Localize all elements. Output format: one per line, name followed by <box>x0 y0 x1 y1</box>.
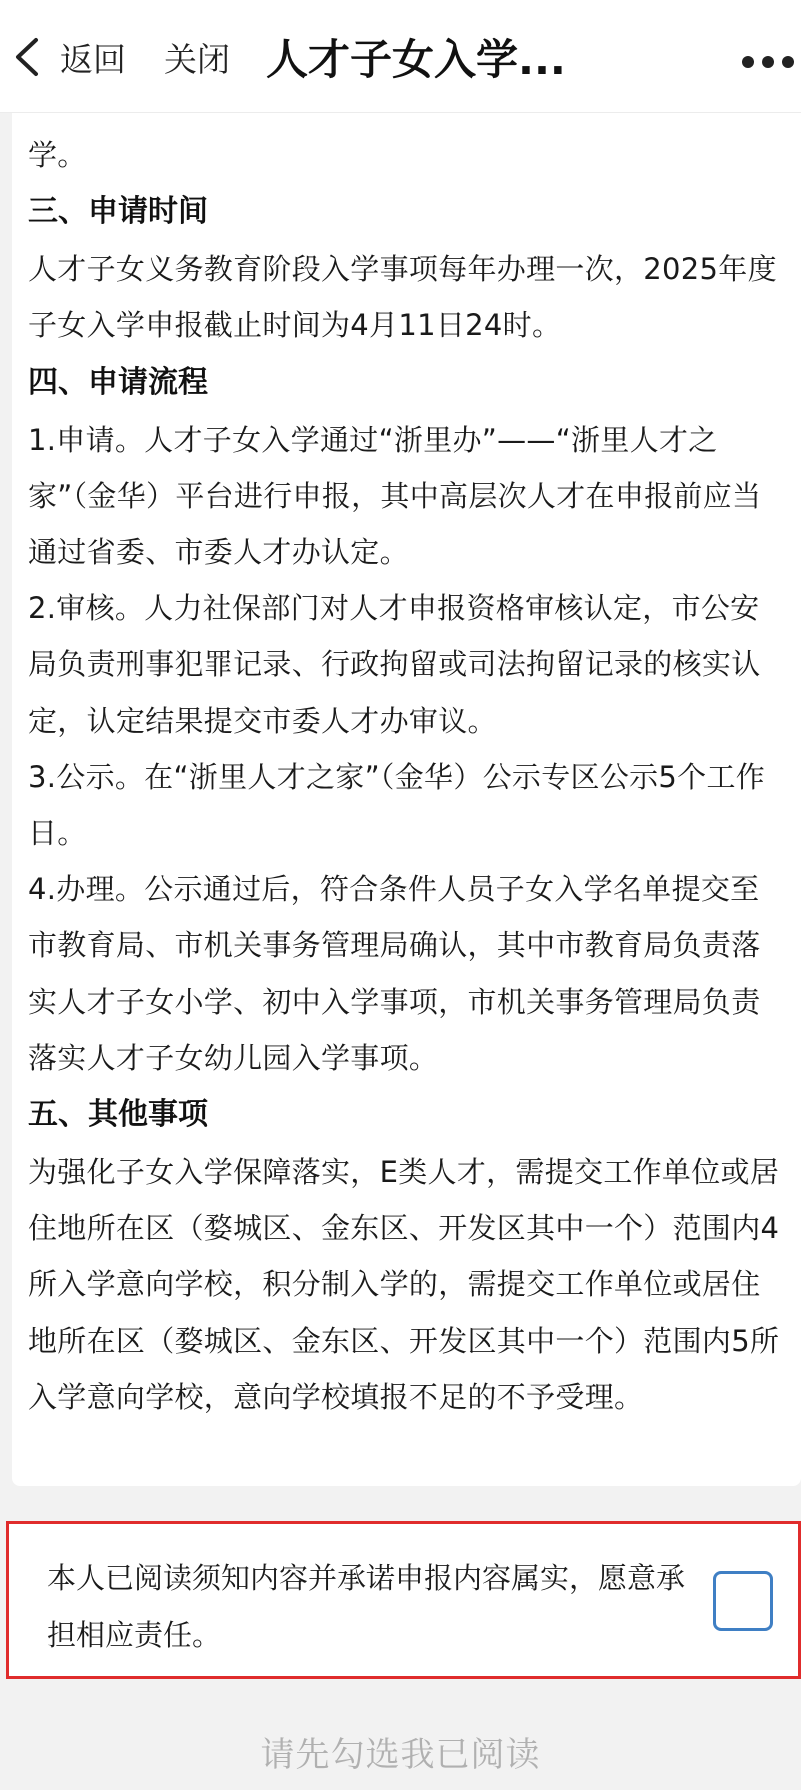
process-step-publicity: 3.公示。在“浙里人才之家”（金华）公示专区公示5个工作日。 <box>28 759 766 851</box>
process-step-handle: 4.办理。公示通过后，符合条件人员子女入学名单提交至市教育局、市机关事务管理局确认，其中市教育局负责落实人才子女小学、初中入学事项，市机关事务管理局负责落实人才子女幼儿园入学事项。 <box>28 872 761 1075</box>
section-body-application-time: 人才子女义务教育阶段入学事项每年办理一次，2025年度子女入学申报截止时间为4月11日24时。 <box>28 252 777 343</box>
agreement-panel <box>6 1521 801 1679</box>
leading-text: 学。 <box>28 138 87 172</box>
page-title: 人才子女入学... <box>266 35 566 84</box>
back-button[interactable]: 返回 <box>60 40 126 79</box>
section-title-application-time: 三、申请时间 <box>28 194 208 230</box>
process-step-apply: 1.申请。人才子女入学通过“浙里办”——“浙里人才之家”（金华）平台进行申报，其中高层次人才在申报前应当通过省委、市委人才办认定。 <box>28 422 762 570</box>
submit-area <box>0 1720 801 1779</box>
chevron-left-icon[interactable] <box>12 36 42 78</box>
close-button[interactable]: 关闭 <box>164 40 230 79</box>
section-body-other-matters: 为强化子女入学保障落实，E类人才，需提交工作单位或居住地所在区（婺城区、金东区、开发区其中一个）范围内4所入学意向学校，积分制入学的，需提交工作单位或居住地所在区（婺城区、金东区、开发区其中一个）范围内5所入学意向学校，意向学校填报不足的不予受理。 <box>28 1155 780 1414</box>
section-title-other-matters: 五、其他事项 <box>28 1097 208 1133</box>
section-title-application-process: 四、申请流程 <box>28 364 208 400</box>
notice-content <box>12 113 801 1486</box>
more-dots-icon[interactable] <box>740 48 796 76</box>
process-step-review: 2.审核。人力社保部门对人才申报资格审核认定，市公安局负责刑事犯罪记录、行政拘留或司法拘留记录的核实认定，认定结果提交市委人才办审议。 <box>28 591 761 738</box>
agreement-text: 本人已阅读须知内容并承诺申报内容属实，愿意承担相应责任。 <box>47 1561 686 1652</box>
agree-checkbox[interactable] <box>713 1571 773 1631</box>
top-nav-bar <box>0 0 801 113</box>
submit-button[interactable]: 请先勾选我已阅读 <box>260 1735 541 1775</box>
